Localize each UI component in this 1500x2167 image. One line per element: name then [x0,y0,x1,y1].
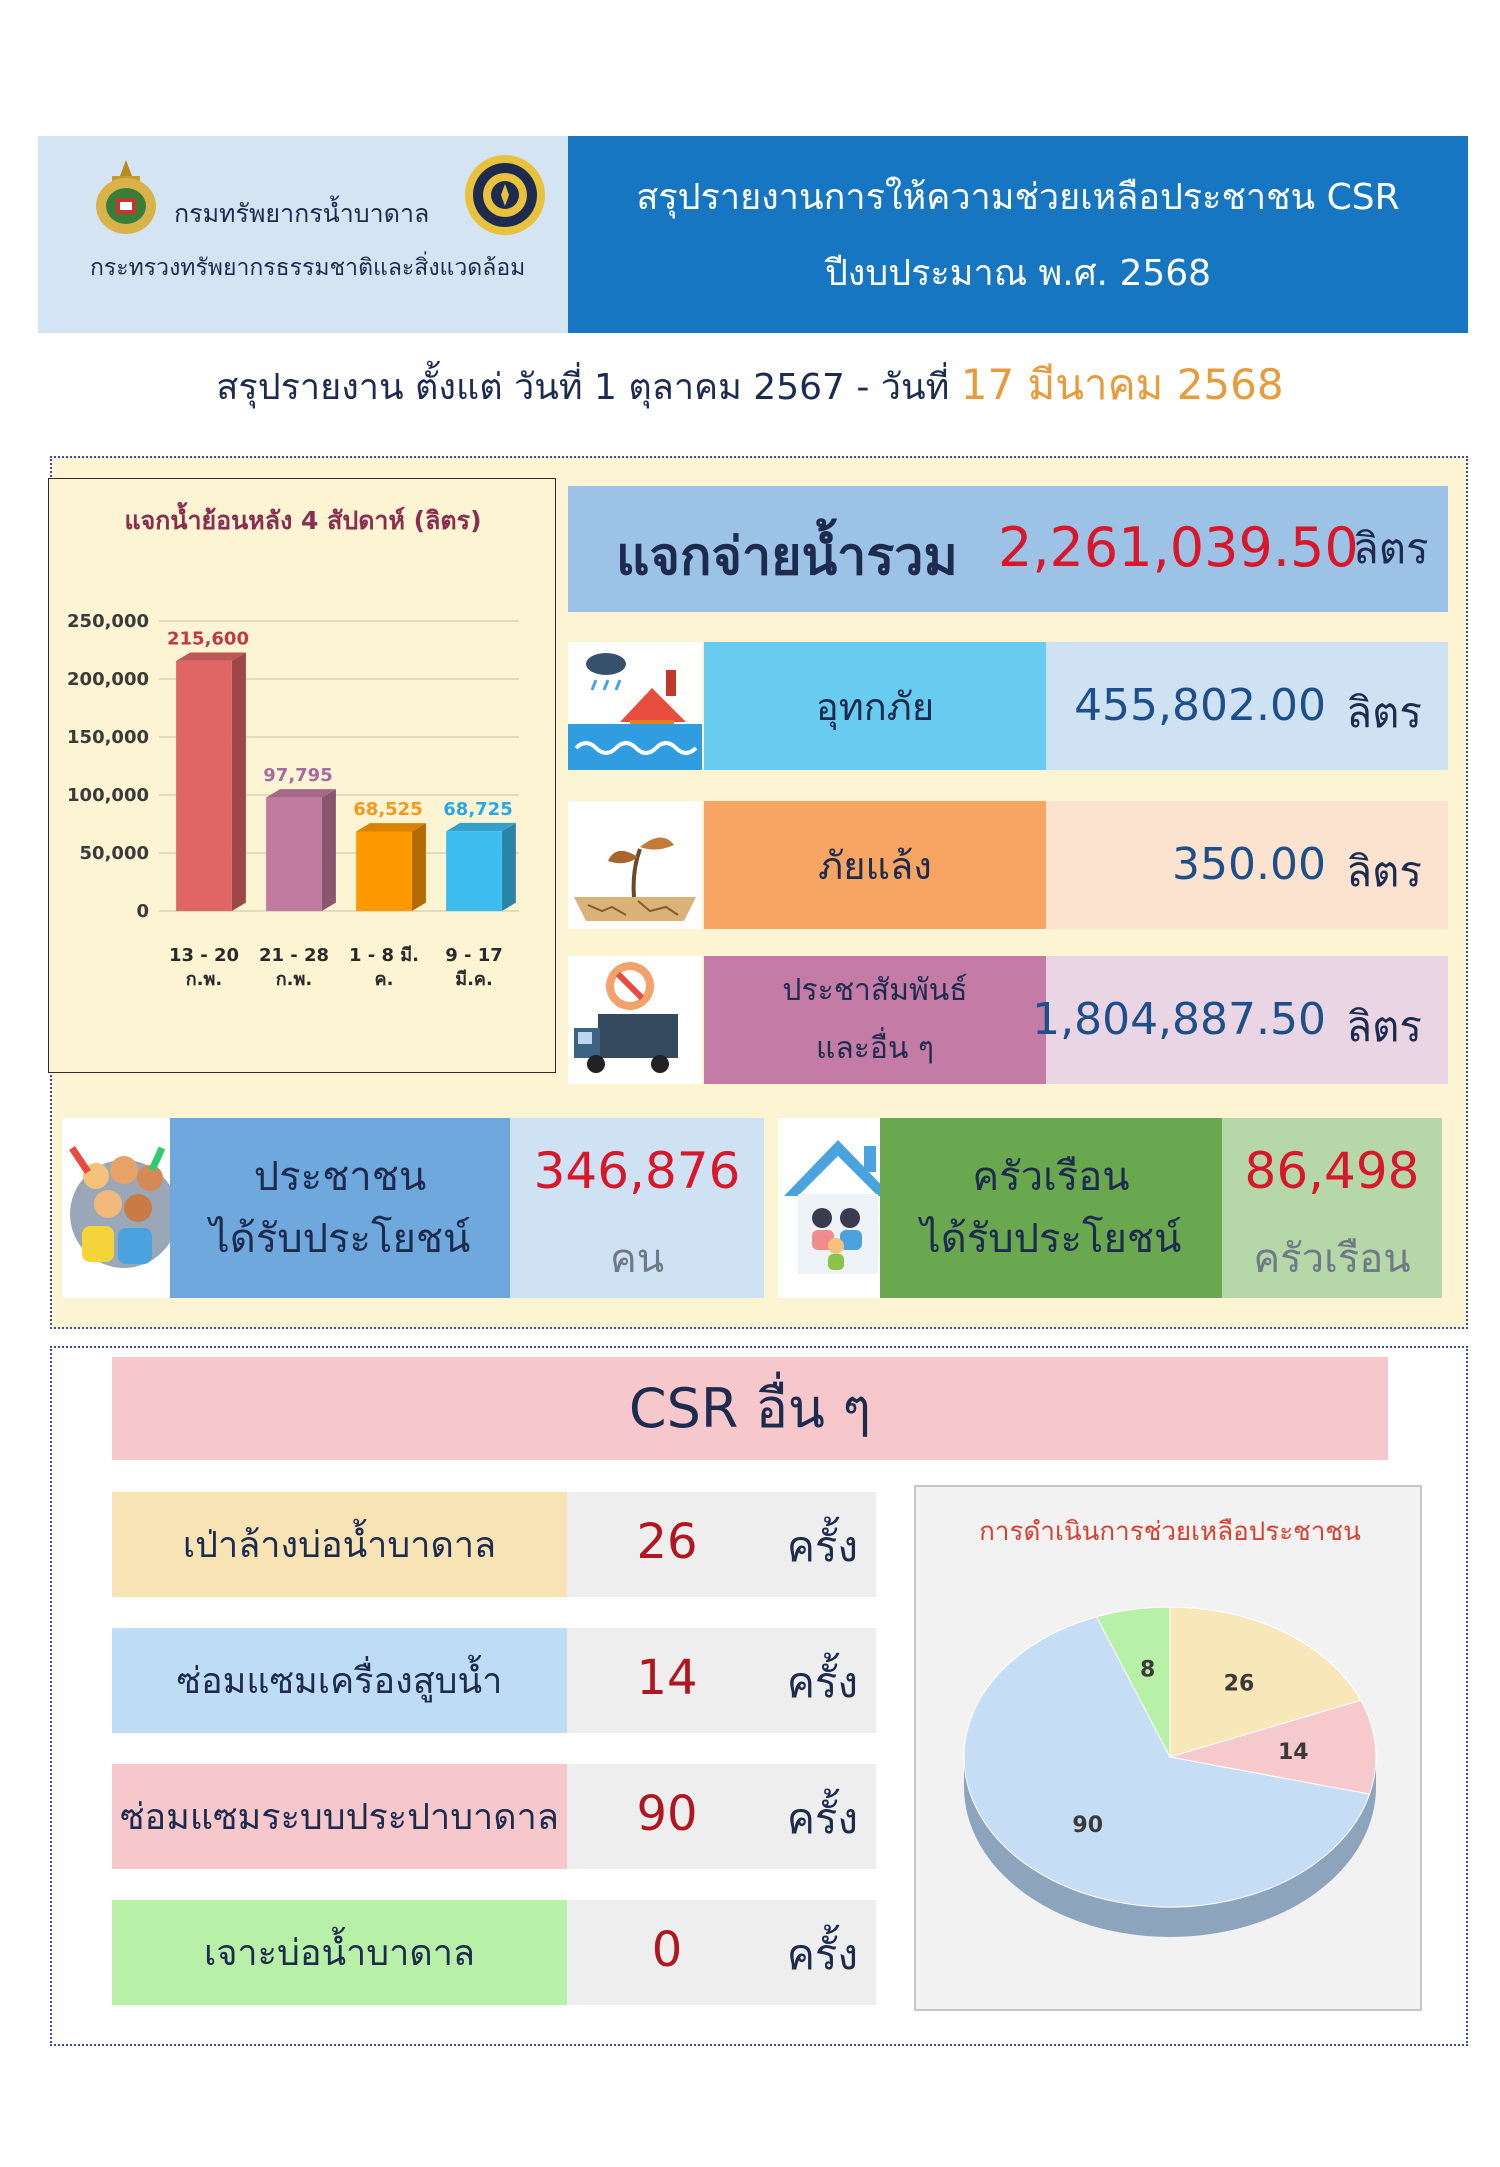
category-value-box [1046,801,1448,929]
bar-side [232,653,246,911]
csr-item-value-box [567,1900,876,2005]
department-seal-icon [90,158,162,238]
beneficiary-household-card [778,1118,1442,1298]
csr-item-count: 14 [636,1650,698,1706]
beneficiary-value-box [510,1118,764,1298]
pie-slice-label: 90 [1072,1813,1104,1839]
csr-row-waterworks-repair [112,1764,876,1869]
category-value: 455,802.00 [1074,680,1326,731]
department-name: กรมทรัพยากรน้ำบาดาล [174,199,430,228]
beneficiary-unit: ครัวเรือน [1253,1236,1411,1282]
pie-slice-label: 26 [1223,1671,1255,1697]
total-label: แจกจ่ายน้ำรวม [616,527,958,587]
beneficiary-unit: คน [609,1236,665,1282]
house-family-icon [778,1118,886,1298]
ministry-name: กระทรวงทรัพยากรธรรมชาติและสิ่งแวดล้อม [90,255,526,281]
csr-item-value-box [567,1628,876,1733]
x-tick-label: 13 - 20 [168,945,240,966]
category-value: 350.00 [1172,839,1326,890]
csr-row-well-drilling [112,1900,876,2005]
bar [266,798,322,911]
csr-item-unit: ครั้ง [786,1522,858,1571]
category-value-box [1046,642,1448,770]
csr-pie-chart [914,1485,1422,2011]
csr-item-value-box [567,1492,876,1597]
csr-item-unit: ครั้ง [786,1794,858,1843]
x-tick-label: 21 - 28 [258,945,330,966]
beneficiary-value-box [1222,1118,1442,1298]
weekly-water-chart [48,478,556,1073]
drought-icon [568,801,702,929]
csr-row-pump-repair [112,1628,876,1733]
x-tick-label: ค. [374,969,394,990]
water-truck-icon [568,956,702,1084]
csr-item-count: 90 [636,1786,698,1842]
csr-item-label: เจาะบ่อน้ำบาดาล [112,1900,567,2005]
bar-value-label: 68,725 [443,798,513,820]
bar-value-label: 215,600 [167,628,249,650]
category-row-pr [568,956,1448,1084]
beneficiary-people-card [62,1118,764,1298]
category-label: ประชาสัมพันธ์ และอื่น ๆ [704,956,1046,1084]
y-tick-label: 0 [136,901,149,922]
y-tick-label: 100,000 [67,785,149,806]
beneficiary-label: ประชาชน ได้รับประโยชน์ [170,1118,510,1298]
category-value-box [1032,956,1448,1084]
flood-icon [568,642,702,770]
y-tick-label: 50,000 [79,843,149,864]
beneficiary-label: ครัวเรือน ได้รับประโยชน์ [880,1118,1222,1298]
y-tick-label: 200,000 [67,669,149,690]
x-tick-label: ก.พ. [275,969,313,990]
y-tick-label: 150,000 [67,727,149,748]
category-value: 1,804,887.50 [1032,994,1326,1045]
bar-value-label: 68,525 [353,799,423,821]
pie-slice-label: 8 [1139,1657,1156,1683]
fiscal-year: ปีงบประมาณ พ.ศ. 2568 [824,253,1212,294]
bar-side [322,789,336,911]
report-title: สรุปรายงานการให้ความช่วยเหลือประชาชน CSR [636,177,1400,218]
period-prefix: สรุปรายงาน ตั้งแต่ วันที่ 1 ตุลาคม 2567 - วันที่ [216,367,950,408]
csr-item-label: ซ่อมแซมระบบประปาบาดาล [112,1764,567,1869]
csr-item-label: เป่าล้างบ่อน้ำบาดาล [112,1492,567,1597]
bar-chart-title: แจกน้ำย้อนหลัง 4 สัปดาห์ (ลิตร) [124,506,482,535]
csr-other-title: CSR อื่น ๆ [112,1357,1388,1460]
category-row-drought [568,801,1448,929]
bar-value-label: 97,795 [263,765,333,787]
bar-side [502,823,516,911]
people-icon [62,1118,170,1298]
header-agency-block [38,136,568,333]
total-value: 2,261,039.50 [998,516,1359,579]
pie-slice-label: 14 [1277,1739,1309,1765]
category-row-flood [568,642,1448,770]
csr-item-unit: ครั้ง [786,1930,858,1979]
total-distribution-card [568,486,1448,612]
category-unit: ลิตร [1346,847,1422,896]
x-tick-label: 1 - 8 มี. [348,945,420,966]
csr-item-unit: ครั้ง [786,1658,858,1707]
pie-chart-svg [916,1487,1424,2013]
bar [176,661,232,911]
csr-item-count: 0 [651,1922,683,1978]
header-title-block [568,136,1468,333]
bar [356,832,412,911]
x-tick-label: 9 - 17 [445,945,503,966]
bar-chart-svg [49,479,557,1074]
bar [446,831,502,911]
report-period [0,352,1500,418]
ministry-seal-icon [464,154,546,236]
bar-side [412,823,426,911]
csr-item-count: 26 [636,1514,698,1570]
y-tick-label: 250,000 [67,611,149,632]
csr-item-value-box [567,1764,876,1869]
beneficiary-value: 86,498 [1244,1142,1420,1200]
csr-row-well-flushing [112,1492,876,1597]
x-tick-label: มี.ค. [455,969,493,990]
category-label: ภัยแล้ง [704,801,1046,929]
x-tick-label: ก.พ. [185,969,223,990]
category-label: อุทกภัย [704,642,1046,770]
category-unit: ลิตร [1346,1002,1422,1051]
total-unit: ลิตร [1353,524,1429,573]
period-end-date: 17 มีนาคม 2568 [960,360,1284,409]
beneficiary-value: 346,876 [533,1142,741,1200]
pie-chart-title: การดำเนินการช่วยเหลือประชาชน [979,1517,1361,1547]
csr-item-label: ซ่อมแซมเครื่องสูบน้ำ [112,1628,567,1733]
category-unit: ลิตร [1346,688,1422,737]
